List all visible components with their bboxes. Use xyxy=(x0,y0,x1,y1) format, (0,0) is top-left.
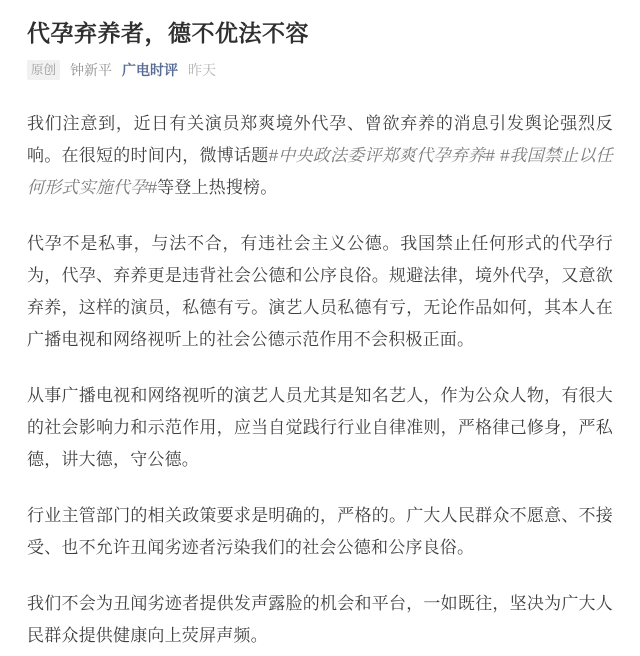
text-segment: 代孕不是私事，与法不合，有违社会主义公德。我国禁止任何形式的代孕行为，代孕、弃养更是违背社会公德和公序良俗。规避法律，境外代孕，又意欲弃养，这样的演员，私德有亏。演艺人员私德有亏，无论作品如何，其本人在广播电视和网络视听上的社会公德示范作用不会积极正面。 xyxy=(27,234,613,350)
text-segment: 从事广播电视和网络视听的演艺人员尤其是知名艺人，作为公众人物，有很大的社会影响力和示范作用，应当自觉践行行业自律准则，严格律己修身，严私德，讲大德，守公德。 xyxy=(27,386,613,470)
article-body xyxy=(27,108,613,652)
publish-date: 昨天 xyxy=(188,62,217,79)
original-badge: 原创 xyxy=(27,60,60,80)
paragraph xyxy=(27,500,613,564)
text-segment: 行业主管部门的相关政策要求是明确的，严格的。广大人民群众不愿意、不接受、也不允许丑闻劣迹者污染我们的社会公德和公序良俗。 xyxy=(27,506,613,558)
author-name[interactable]: 钟新平 xyxy=(70,62,113,79)
article-title: 代孕弃养者，德不优法不容 xyxy=(27,20,309,46)
text-segment: 我们注意到，近日有关演员郑爽境外代孕、曾欲弃养的消息引发舆论强烈反响。在很短的时间内，微博话题 xyxy=(27,114,613,166)
paragraph xyxy=(27,228,613,356)
account-name-link[interactable]: 广电时评 xyxy=(122,62,179,79)
paragraph xyxy=(27,588,613,652)
hashtag-text: #中央政法委评郑爽代孕弃养# #我国禁止以任何形式实施代孕# xyxy=(27,146,613,198)
paragraph xyxy=(27,380,613,476)
paragraph xyxy=(27,108,613,204)
text-segment: 我们不会为丑闻劣迹者提供发声露脸的机会和平台，一如既往，坚决为广大人民群众提供健康向上荧屏声频。 xyxy=(27,594,613,646)
byline xyxy=(27,60,613,80)
text-segment: 等登上热搜榜。 xyxy=(157,178,278,198)
